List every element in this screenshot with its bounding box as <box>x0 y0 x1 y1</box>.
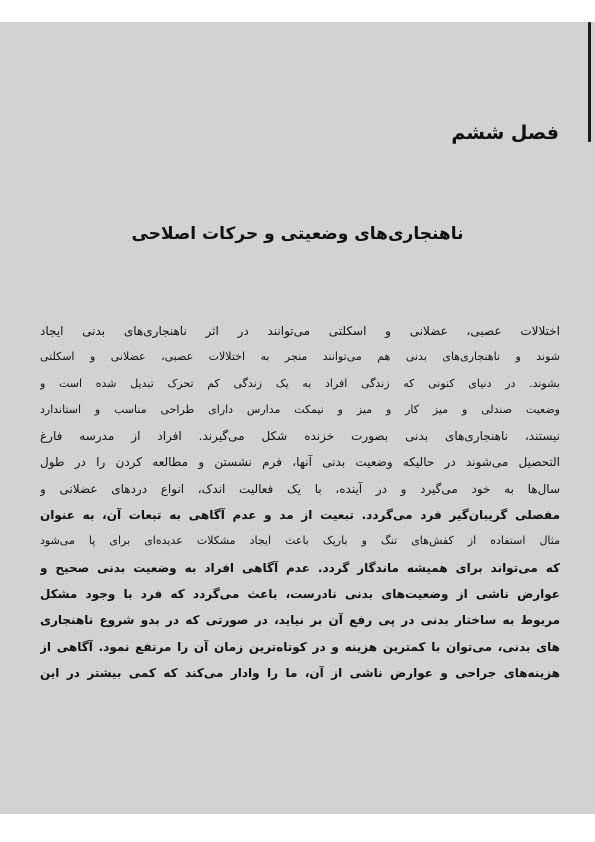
body-line: بشوند. در دنیای کنونی که زندگی افراد به یک زندگی کم تحرک تبدیل شده است و <box>40 376 560 390</box>
body-line: اختلالات عصبی، عضلانی و اسکلتی می‌توانند در اثر ناهنجاری‌های بدنی ایجاد <box>40 324 560 338</box>
body-line: مثال استفاده از کفش‌های تنگ و باریک باعث ایجاد مشکلات عدیده‌ای برای پا می‌شود <box>40 534 560 548</box>
body-line: سال‌ها به خود می‌گیرد و در آینده، با یک فعالیت اندک، انواع دردهای عضلانی و <box>40 481 560 496</box>
body-line: شوند و ناهنجاری‌های بدنی هم می‌توانند منجر به اختلالات عصبی، عضلانی و اسکلتی <box>40 350 560 364</box>
scanned-page <box>0 22 595 814</box>
body-line: التحصیل می‌شوند در حالیکه وضعیت بدنی آنها، فرم نشستن و مطالعه کردن را در طول <box>40 455 560 470</box>
body-line: نیستند، ناهنجاری‌های بدنی بصورت خزنده شکل می‌گیرند. افراد از مدرسه فارغ <box>40 429 560 444</box>
chapter-heading: فصل ششم <box>451 122 559 144</box>
body-line: عوارض ناشی از وضعیت‌های بدنی نادرست، باعث می‌گردد که فرد با وجود مشکل <box>40 586 560 601</box>
body-line: های بدنی، می‌توان با کمترین هزینه و در کوتاه‌ترین زمان آن را مرتفع نمود. آگاهی از <box>40 639 560 654</box>
body-paragraph <box>40 318 560 686</box>
body-line: هزینه‌های جراحی و عوارض ناشی از آن، ما را وادار می‌کند که کمی بیشتر در این <box>40 665 560 680</box>
body-line: مربوط به ساختار بدنی در پی رفع آن بر نیاید، در صورتی که در بدو شروع ناهنجاری <box>40 613 560 628</box>
body-line: که می‌تواند برای همیشه ماندگار گردد. عدم آگاهی افراد به وضعیت بدنی صحیح و <box>40 560 560 575</box>
page-edge-shadow <box>588 22 591 142</box>
page-title: ناهنجاری‌های وضعیتی و حرکات اصلاحی <box>131 224 464 244</box>
body-line: مفصلی گریبان‌گیر فرد می‌گردد. تبعیت از مد و عدم آگاهی به تبعات آن، به عنوان <box>40 508 560 523</box>
body-line: وضعیت صندلی و میز کار و میز و نیمکت مدارس دارای طراحی مناسب و استاندارد <box>40 402 560 416</box>
